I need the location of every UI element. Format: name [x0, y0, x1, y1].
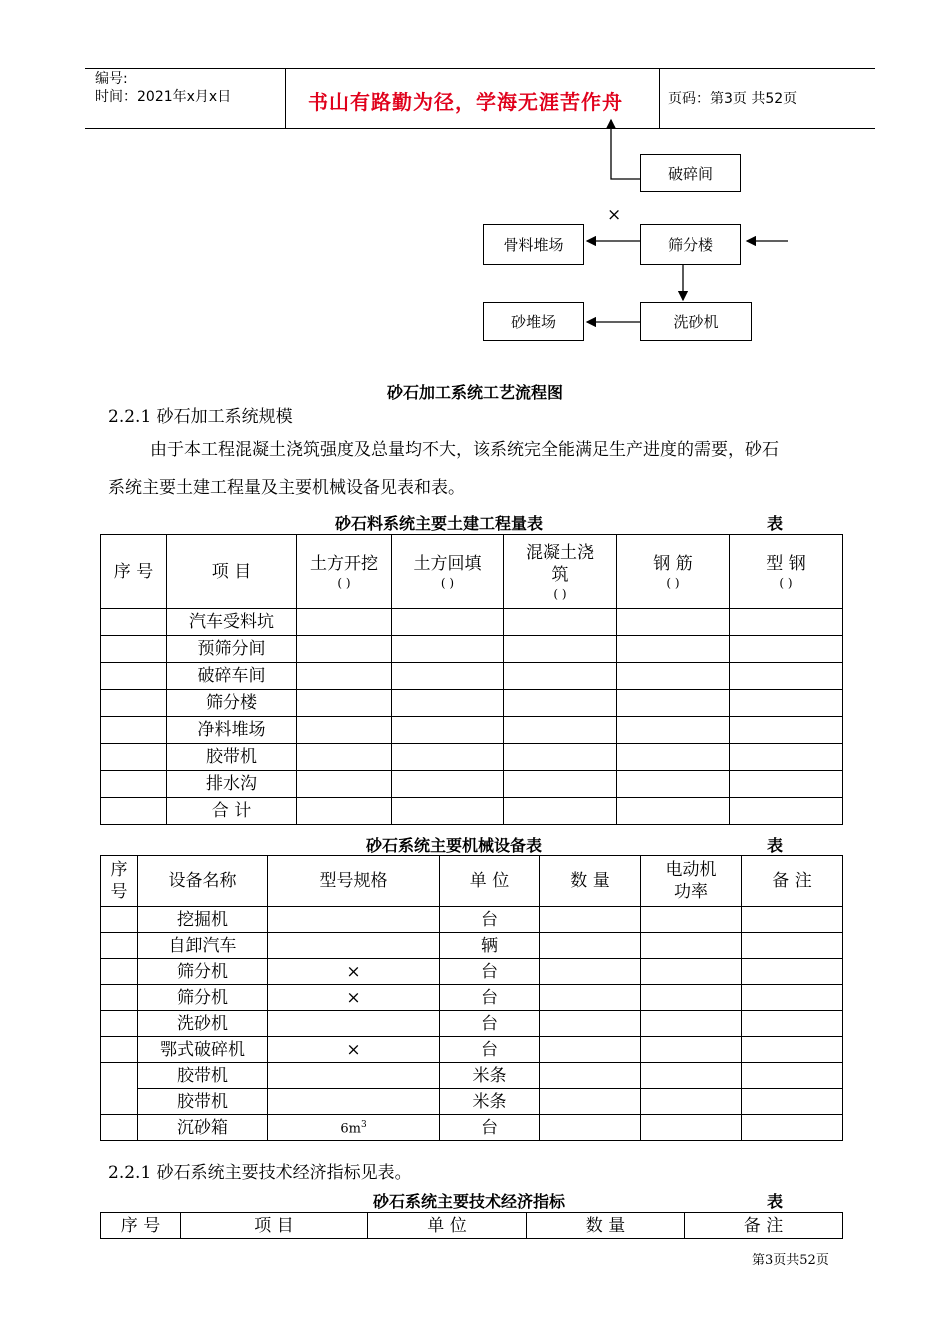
table2-equipment-unit: 台	[440, 907, 540, 933]
table2-equipment-spec: ×	[268, 1037, 440, 1063]
table3-header-row	[101, 1213, 843, 1239]
table2-equipment-name: 挖掘机	[138, 907, 268, 933]
table-row	[101, 771, 843, 798]
table2-header-qty: 数 量	[540, 856, 641, 907]
table-row	[101, 1037, 843, 1063]
table2-equipment-unit: 台	[440, 985, 540, 1011]
table1-item: 破碎车间	[167, 663, 297, 690]
table1-item: 筛分楼	[167, 690, 297, 717]
table-row	[101, 690, 843, 717]
table1-item: 排水沟	[167, 771, 297, 798]
table-row	[101, 959, 843, 985]
table1-unit-rebar: ( )	[666, 575, 680, 590]
table1-header-rebar	[617, 535, 730, 609]
table2-header-unit: 单 位	[440, 856, 540, 907]
header-motto: 书山有路勤为径，学海无涯苦作舟	[308, 90, 623, 114]
table-row	[101, 1115, 843, 1141]
table2-equipment-unit: 米条	[440, 1063, 540, 1089]
flow-cross-mark: ×	[607, 205, 622, 225]
table2-header-name: 设备名称	[138, 856, 268, 907]
table2-header-motor-line2: 功率	[674, 882, 708, 902]
table-row	[101, 663, 843, 690]
table2-header-spec: 型号规格	[268, 856, 440, 907]
table1-unit-excavation: ( )	[337, 575, 351, 590]
table2-equipment-spec	[268, 933, 440, 959]
flow-arrow-crusher-up	[611, 120, 640, 179]
flow-box-aggregate-yard: 骨料堆场	[483, 224, 584, 265]
table2-tag: 表	[767, 836, 784, 855]
section-scale-para-line2: 系统主要土建工程量及主要机械设备见表和表。	[108, 478, 465, 498]
table2-equipment-name: 沉砂箱	[138, 1115, 268, 1141]
table1-item: 胶带机	[167, 744, 297, 771]
table1-header-backfill	[392, 535, 504, 609]
flow-box-sand-washer: 洗砂机	[640, 302, 752, 341]
table1-unit-steel: ( )	[779, 575, 793, 590]
table1-item-total: 合 计	[167, 798, 297, 825]
table2-equipment-unit: 台	[440, 1011, 540, 1037]
flow-box-screening: 筛分楼	[640, 224, 741, 265]
table2-equipment-unit: 辆	[440, 933, 540, 959]
table-row	[101, 907, 843, 933]
table2-equipment	[100, 855, 843, 1141]
table3-header-unit: 单 位	[368, 1213, 527, 1239]
table2-equipment-spec	[268, 1115, 440, 1141]
table1-unit-backfill: ( )	[440, 575, 455, 590]
table-row	[101, 933, 843, 959]
table2-equipment-spec	[268, 1063, 440, 1089]
flow-box-sand-yard: 砂堆场	[483, 302, 584, 341]
document-time: 时间：2021年x月x日	[95, 89, 232, 105]
flow-diagram-connectors	[0, 0, 950, 360]
table1-header-row	[101, 535, 843, 609]
header-page-info: 页码：第3页 共52页	[668, 91, 798, 107]
table1-header-backfill-label: 土方回填	[413, 553, 482, 574]
flow-caption: 砂石加工系统工艺流程图	[386, 383, 563, 402]
table2-header-remarks: 备 注	[742, 856, 843, 907]
footer-page-number: 第3页共52页	[752, 1253, 829, 1268]
table3-header-item: 项 目	[181, 1213, 368, 1239]
table1-title: 砂石料系统主要土建工程量表	[335, 514, 544, 533]
table2-header-motor	[641, 856, 742, 907]
table2-equipment-spec: ×	[268, 985, 440, 1011]
table-row	[101, 985, 843, 1011]
table1-header-steel-label: 型 钢	[766, 553, 806, 574]
table1-header-excavation	[297, 535, 392, 609]
table2-equipment-spec	[268, 1011, 440, 1037]
table1-unit-concrete: ( )	[553, 586, 567, 601]
table2-equipment-name: 胶带机	[138, 1089, 268, 1115]
table-row	[101, 717, 843, 744]
table1-header-steel	[730, 535, 843, 609]
table1-item: 预筛分间	[167, 636, 297, 663]
table2-header-seq	[101, 856, 138, 907]
section-tech-heading: 2.2.1 砂石系统主要技术经济指标见表。	[108, 1163, 412, 1183]
table1-header-concrete	[504, 535, 617, 609]
table2-equipment-spec	[268, 1089, 440, 1115]
table3-header-qty: 数 量	[527, 1213, 685, 1239]
table-row	[101, 609, 843, 636]
document-number-label: 编号:	[95, 71, 128, 87]
table1-header-concrete-line2: 筑	[551, 564, 569, 585]
flow-box-crusher: 破碎间	[640, 154, 741, 192]
table2-spec-value: 6m	[340, 1121, 361, 1137]
table3-header-seq: 序 号	[101, 1213, 181, 1239]
table2-header-seq-line1: 序	[110, 860, 128, 880]
table3-tag: 表	[767, 1192, 784, 1211]
table2-equipment-name: 鄂式破碎机	[138, 1037, 268, 1063]
table1-tag: 表	[767, 514, 784, 533]
table1-total-row	[101, 798, 843, 825]
table2-equipment-name: 洗砂机	[138, 1011, 268, 1037]
table1-header-seq: 序 号	[101, 535, 167, 609]
table2-title: 砂石系统主要机械设备表	[366, 836, 543, 855]
table2-equipment-spec	[268, 907, 440, 933]
table3-indicators	[100, 1212, 843, 1239]
table-row	[101, 636, 843, 663]
table2-equipment-name: 筛分机	[138, 959, 268, 985]
table2-header-seq-line2: 号	[110, 882, 128, 902]
table1-civil-works	[100, 534, 843, 825]
table2-equipment-unit: 台	[440, 959, 540, 985]
table1-header-item: 项 目	[167, 535, 297, 609]
table2-header-row	[101, 856, 843, 907]
table-row	[101, 744, 843, 771]
table2-equipment-unit: 台	[440, 1037, 540, 1063]
table-row	[101, 1089, 843, 1115]
table1-header-excavation-label: 土方开挖	[310, 553, 378, 574]
table-row	[101, 1063, 843, 1089]
table3-title: 砂石系统主要技术经济指标	[373, 1192, 566, 1211]
section-scale-heading: 2.2.1 砂石加工系统规模	[108, 407, 293, 427]
table2-spec-superscript: 3	[360, 1120, 367, 1131]
table1-header-rebar-label: 钢 筋	[653, 553, 693, 574]
section-scale-para-line1: 由于本工程混凝土浇筑强度及总量均不大，该系统完全能满足生产进度的需要，砂石	[150, 440, 779, 460]
table2-equipment-spec: ×	[268, 959, 440, 985]
table2-equipment-unit: 米条	[440, 1089, 540, 1115]
table2-equipment-name: 筛分机	[138, 985, 268, 1011]
table1-item: 净料堆场	[167, 717, 297, 744]
table2-header-motor-line1: 电动机	[665, 860, 717, 880]
table2-equipment-name: 胶带机	[138, 1063, 268, 1089]
table-row	[101, 1011, 843, 1037]
table1-header-concrete-line1: 混凝土浇	[526, 542, 594, 563]
table3-header-remarks: 备 注	[685, 1213, 843, 1239]
table2-equipment-name: 自卸汽车	[138, 933, 268, 959]
table2-equipment-unit: 台	[440, 1115, 540, 1141]
table1-item: 汽车受料坑	[167, 609, 297, 636]
